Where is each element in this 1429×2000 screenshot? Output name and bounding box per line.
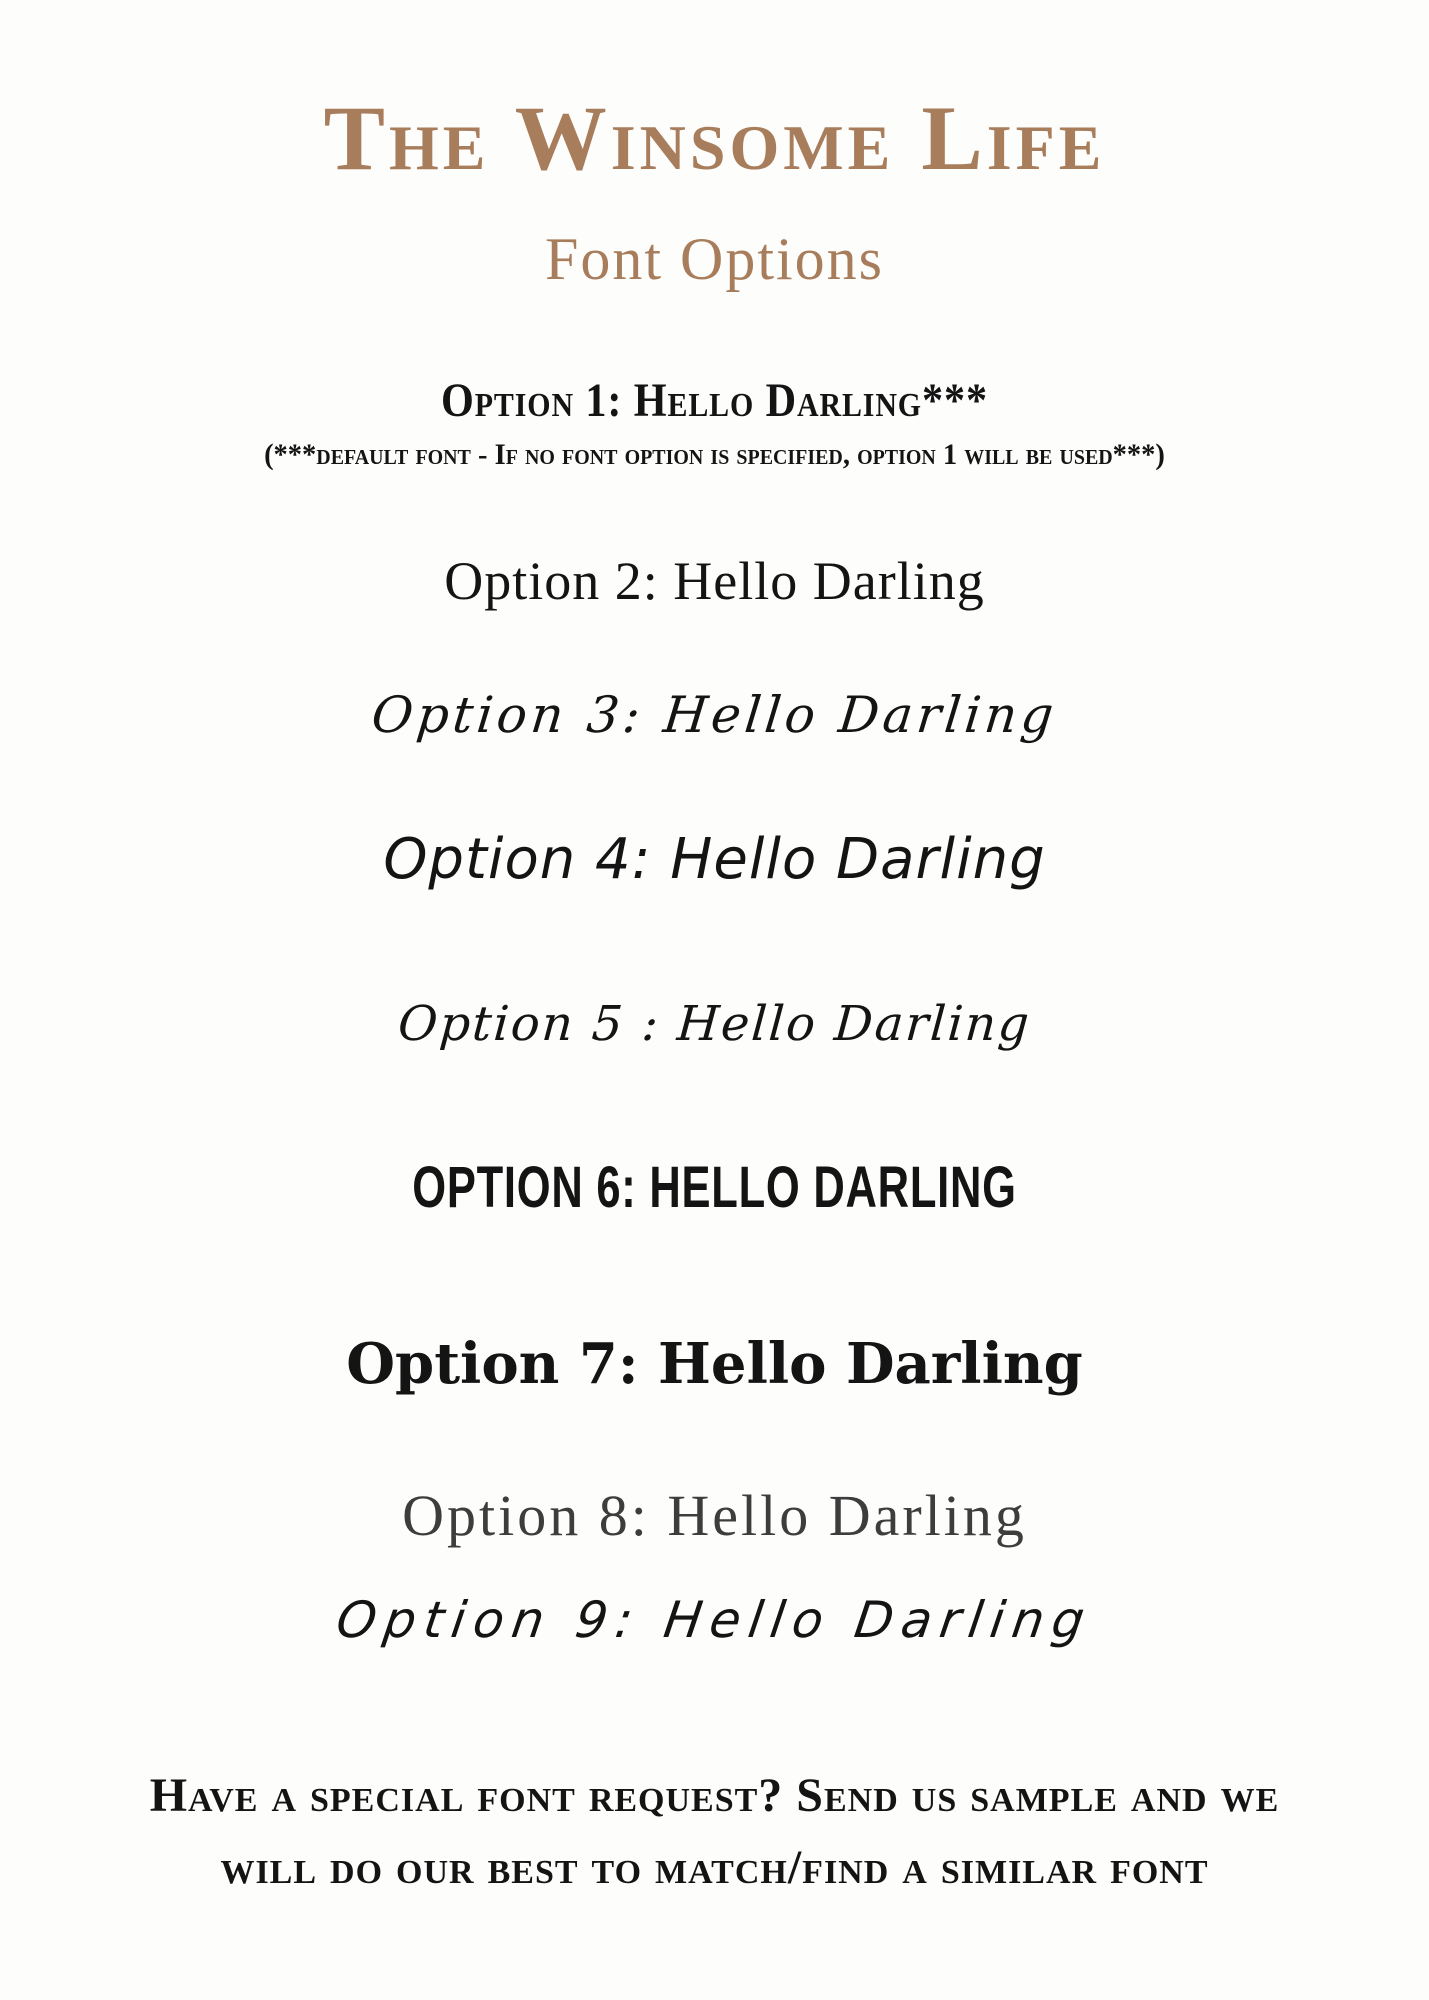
option-2-label: Option 2: Hello Darling (444, 551, 985, 611)
page-title: The Winsome Life (323, 87, 1106, 189)
option-1-label: Option 1: Hello Darling*** (441, 374, 988, 427)
option-3-label: Option 3: Hello Darling (368, 686, 1061, 744)
footer-line-2: will do our best to match/find a similar font (220, 1841, 1209, 1894)
page-subtitle: Font Options (544, 226, 885, 292)
option-4-label: Option 4: Hello Darling (383, 827, 1046, 892)
option-6-label: OPTION 6: HELLO DARLING (412, 1155, 1017, 1220)
option-5-label: Option 5 : Hello Darling (396, 996, 1033, 1052)
option-8-label: Option 8: Hello Darling (402, 1483, 1027, 1548)
footer-line-1: Have a special font request? Send us sample and we (149, 1769, 1280, 1822)
option-7-label: Option 7: Hello Darling (346, 1331, 1083, 1397)
option-9-label: Option 9: Hello Darling (332, 1591, 1096, 1649)
option-1-default-note: (***default font - If no font option is specified, option 1 will be used***) (264, 438, 1165, 471)
footer-note (0, 1760, 1429, 1904)
